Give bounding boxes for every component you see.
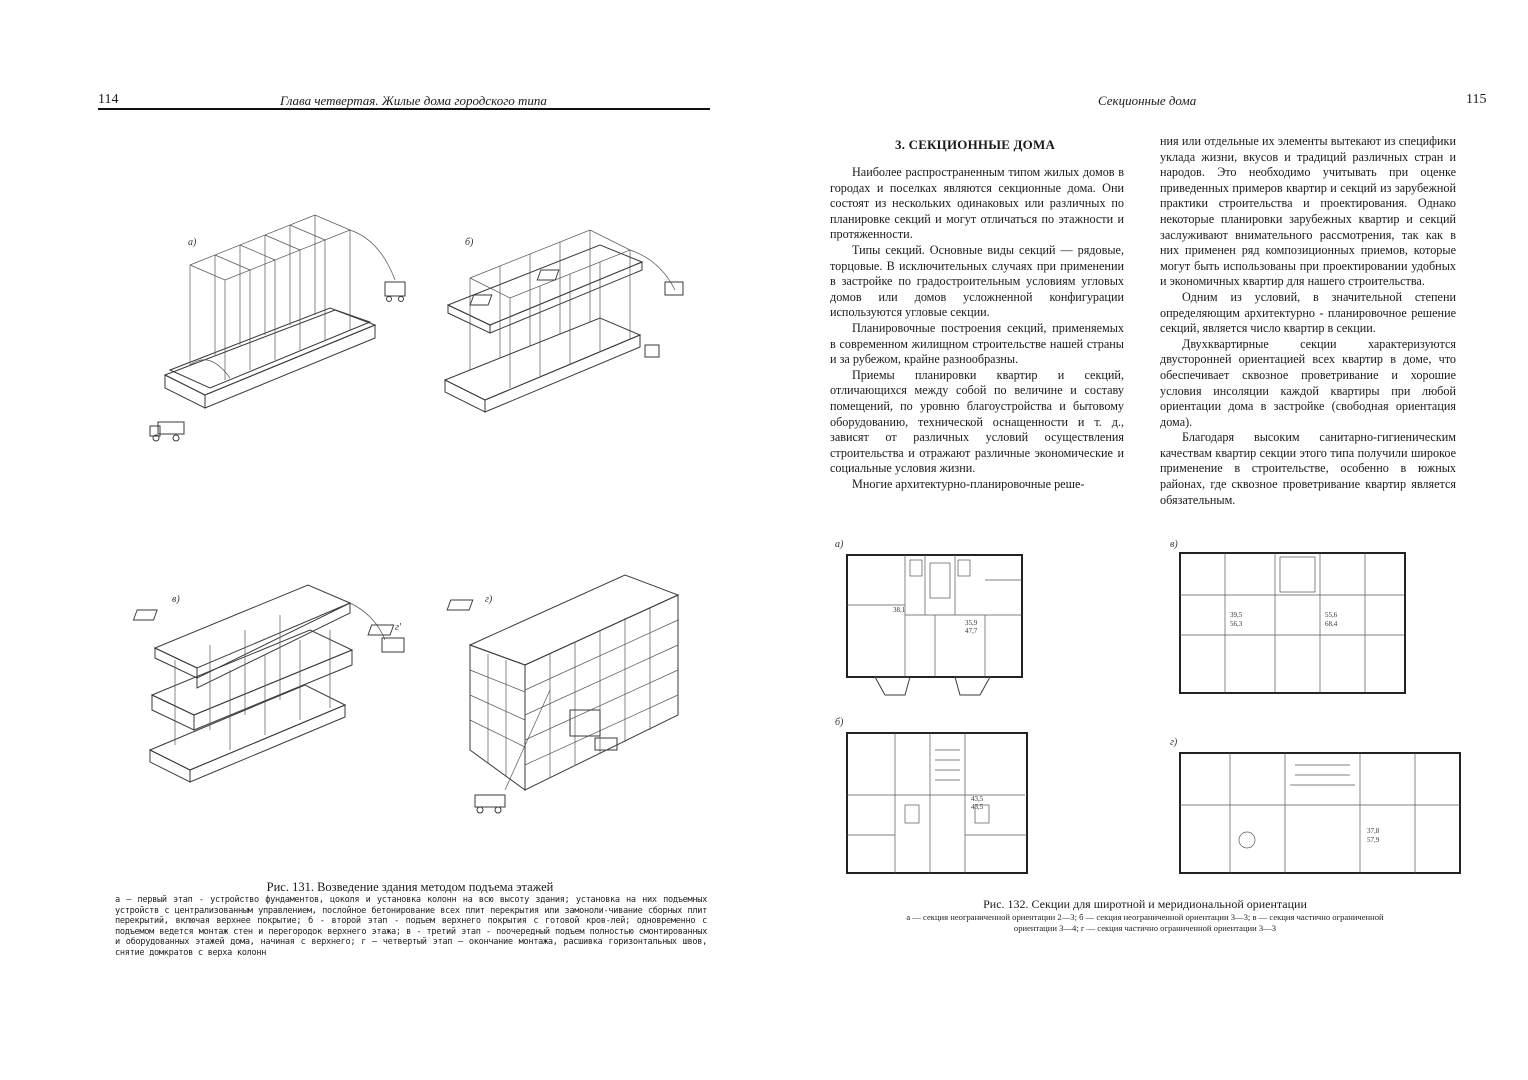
paragraph: Многие архитектурно-планировочные реше- xyxy=(852,476,1085,491)
svg-text:55,6: 55,6 xyxy=(1325,611,1338,619)
paragraph: Приемы планировки квартир и секций, отличающихся между собой по величине и составу помещений, по уровню благоустройства и бытовому оборудованию, технической оснащенности и т. д., зависят от различных условий осуществления строительства и отражают различные экономические и социальные условия жизни. xyxy=(830,367,1124,476)
construction-illustration xyxy=(130,190,710,820)
figure-131-subcaption: а — первый этап - устройство фундаментов, цоколя и установка колонн на всю высоту здания; установка на них подъемных устройств с централизованным управлением, послойное бетонирование всех плит перекрытия или замоноли-чивание сборных плит перекрытий, включая верхнее покрытие; б - второй этап - подъем верхнего покрытия с готовой кров-лей; одновременно с подъемом ведется монтаж стен и перегородок верхнего этажа; в - третий этап - поочередный подъем полностью смонтированных и оборудованных этажей дома, начиная с верхнего; г — четвертый этап — окончание монтажа, расшивка горизонтальных швов, снятие домкратов с верха колонн xyxy=(115,895,707,958)
panel-a-drawing xyxy=(150,215,405,441)
svg-text:37,8: 37,8 xyxy=(1367,827,1380,835)
text-column-right xyxy=(1160,134,1456,508)
floor-plans-illustration xyxy=(835,535,1465,885)
paragraph: ния или отдельные их элементы вытекают из специфики уклада жизни, вкусов и традиций различных стран и народов. Это необходимо учитывать при оценке приведенных примеров квартир и секций из зарубежной практики строительства и проектирования. Однако некоторые планировки зарубежных квартир и секций заслуживают внимательного рассмотрения, так как в них применен ряд композиционных приемов, которые могут быть использованы при проектировании удобных и экономичных квартир для нашего строительства. xyxy=(1160,134,1456,289)
panel-b-drawing xyxy=(445,230,683,412)
panel-d-drawing xyxy=(368,575,678,813)
figure-131-caption: Рис. 131. Возведение здания методом подъема этажей xyxy=(266,880,554,894)
page-number-left: 114 xyxy=(98,92,119,107)
panel-d-label: г) xyxy=(485,594,493,605)
plan-v-label: в) xyxy=(1170,539,1178,550)
figure-132-subcaption-2: ориентации 3—4; г — секция частично ограниченной ориентации 3—3 xyxy=(1013,923,1277,933)
svg-text:35,9: 35,9 xyxy=(965,619,978,627)
svg-text:43,5: 43,5 xyxy=(971,795,984,803)
svg-text:43,5: 43,5 xyxy=(971,803,984,811)
text-column-left xyxy=(830,165,1124,492)
svg-text:68,4: 68,4 xyxy=(1325,620,1338,628)
svg-text:38,1: 38,1 xyxy=(893,606,906,614)
plan-b xyxy=(835,717,1027,873)
page-number-right: 115 xyxy=(1466,92,1487,107)
paragraph: Наиболее распространенным типом жилых домов в городах и поселках являются секционные дома. Они состоят из нескольких одинаковых или различных по планировке секций и могут отличаться по этажности и протяженности. xyxy=(830,165,1124,242)
section-title: 3. СЕКЦИОННЫЕ ДОМА xyxy=(895,137,1056,152)
panel-b-label: б) xyxy=(465,237,474,248)
running-head-right: Секционные дома xyxy=(1098,93,1197,108)
panel-c-drawing xyxy=(130,585,404,782)
plan-a-label: а) xyxy=(835,539,844,550)
paragraph: Типы секций. Основные виды секций — рядовые, торцовые. В исключительных случаях при применении в застройке по градостроительным условиям угловых домов или домов усложненной конфигурации используются угловые секции. xyxy=(830,242,1124,320)
header-rule-left xyxy=(98,108,710,110)
plan-g-label: г) xyxy=(1170,737,1178,748)
panel-c-label: в) xyxy=(172,594,180,605)
plan-v xyxy=(1170,539,1405,693)
panel-a-label: а) xyxy=(188,237,197,248)
paragraph: Планировочные построения секций, применяемых в современном жилищном строительстве нашей страны и за рубежом, крайне разнообразны. xyxy=(830,320,1124,367)
figure-132-subcaption-1: а — секция неограниченной ориентации 2—3; б — секция неограниченной ориентации 3—3; в — секция частично ограниченной xyxy=(906,912,1384,922)
paragraph: Одним из условий, в значительной степени определяющим архитектурно - планировочное решение секций, является число квартир в секции. xyxy=(1160,289,1456,336)
plan-g xyxy=(1170,737,1460,873)
svg-text:47,7: 47,7 xyxy=(965,627,978,635)
figure-132-caption: Рис. 132. Секции для широтной и меридиональной ориентации xyxy=(983,897,1307,911)
plan-b-label: б) xyxy=(835,717,844,728)
paragraph: Благодаря высоким санитарно-гигиеническим качествам квартир секции этого типа получили широкое применение в строительстве, особенно в южных районах, где сквозное проветривание квартир является обязательным. xyxy=(1160,430,1456,507)
svg-text:57,9: 57,9 xyxy=(1367,836,1380,844)
svg-text:г': г' xyxy=(395,622,402,633)
svg-text:56,3: 56,3 xyxy=(1230,620,1243,628)
svg-text:39,5: 39,5 xyxy=(1230,611,1243,619)
running-head-left: Глава четвертая. Жилые дома городского типа xyxy=(280,93,547,108)
paragraph: Двухквартирные секции характеризуются двусторонней ориентацией всех квартир в доме, что обеспечивает сквозное проветривание и хорошие условия инсоляции каждой квартиры при любой ориентации дома в застройке (свободная ориентация дома). xyxy=(1160,336,1456,429)
plan-a xyxy=(835,539,1022,695)
